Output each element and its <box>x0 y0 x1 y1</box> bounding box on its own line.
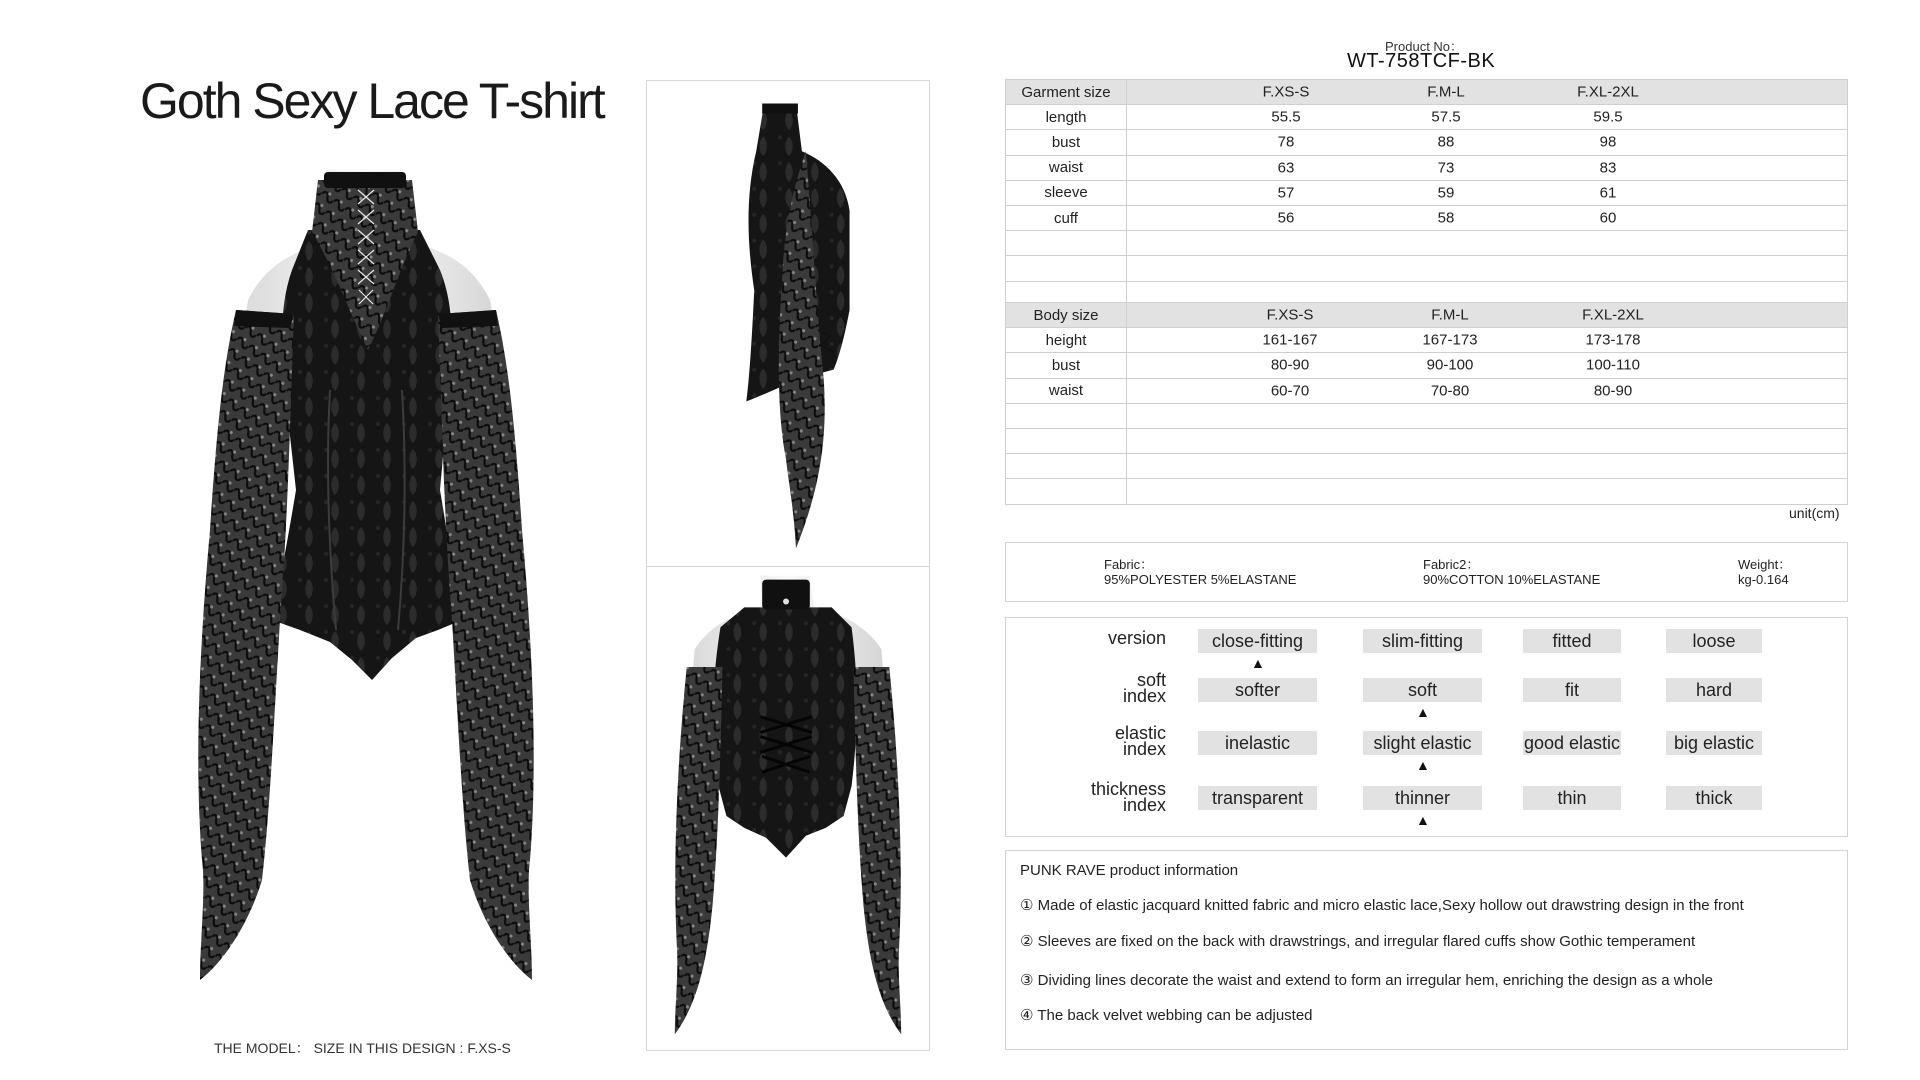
thickness-option-thick: thick <box>1666 786 1762 810</box>
feature-index-panel <box>1005 617 1848 837</box>
table-row <box>1006 155 1848 180</box>
header-cell: Body size <box>1006 303 1127 328</box>
table-cell: 61 <box>1599 184 1617 202</box>
table-cell: 98 <box>1599 133 1617 151</box>
weight <box>1738 557 1791 587</box>
fabric-2-label: Fabric2： <box>1423 557 1480 572</box>
table-cell: 167-173 <box>1422 331 1478 349</box>
info-line-3: ③ Dividing lines decorate the waist and extend to form an irregular hem, enriching the design as a whole <box>1020 972 1713 989</box>
elastic-option-big-elastic: big elastic <box>1666 731 1762 755</box>
back-view-garment-illustration <box>647 567 929 1050</box>
thickness-option-thin: thin <box>1523 786 1621 810</box>
header-cell: F.M-L <box>1431 306 1469 324</box>
table-row <box>1006 205 1848 230</box>
table-cell: 80-90 <box>1270 356 1310 374</box>
header-cell: F.XS-S <box>1262 83 1310 101</box>
row-label: height <box>1006 328 1127 353</box>
soft-option-fit: fit <box>1523 678 1621 702</box>
table-cell: 83 <box>1599 159 1617 177</box>
table-row-empty <box>1006 231 1848 256</box>
soft-selected-marker: ▲ <box>1416 704 1430 720</box>
thickness-option-transparent: transparent <box>1198 786 1317 810</box>
table-cell: 70-80 <box>1430 382 1470 400</box>
elastic-option-good-elastic: good elastic <box>1523 733 1621 753</box>
version-option-fitted: fitted <box>1523 629 1621 653</box>
table-cell: 161-167 <box>1262 331 1318 349</box>
table-cell: 78 <box>1277 133 1295 151</box>
table-cell: 80-90 <box>1593 382 1633 400</box>
row-label: waist <box>1006 378 1127 403</box>
table-row <box>1006 105 1848 130</box>
table-cell: 56 <box>1277 209 1295 227</box>
version-option-slim-fitting: slim-fitting <box>1363 629 1482 653</box>
header-cell: Garment size <box>1006 80 1127 105</box>
soft-option-softer: softer <box>1198 678 1317 702</box>
side-view-garment-illustration <box>647 81 929 566</box>
elastic-option-slight-elastic: slight elastic <box>1363 731 1482 755</box>
table-cell: 90-100 <box>1426 356 1474 374</box>
table-row <box>1006 378 1848 403</box>
table-row-empty <box>1006 479 1848 504</box>
table-row-empty <box>1006 403 1848 428</box>
row-label: waist <box>1006 155 1127 180</box>
front-view-garment-illustration <box>140 160 600 1020</box>
table-row <box>1006 130 1848 155</box>
row-label: bust <box>1006 130 1127 155</box>
table-cell: 57 <box>1277 184 1295 202</box>
fabric-1 <box>1104 557 1296 587</box>
table-row-empty <box>1006 428 1848 453</box>
header-cell: F.M-L <box>1427 83 1465 101</box>
header-cell: F.XL-2XL <box>1577 83 1639 101</box>
model-size-note: THE MODEL： SIZE IN THIS DESIGN : F.XS-S <box>214 1040 511 1056</box>
table-header-row <box>1006 303 1848 328</box>
table-row-empty <box>1006 454 1848 479</box>
row-label: cuff <box>1006 205 1127 230</box>
product-info-title: PUNK RAVE product information <box>1020 862 1239 879</box>
table-cell: 57.5 <box>1431 108 1461 126</box>
header-cell: F.XL-2XL <box>1582 306 1644 324</box>
header-cell: F.XS-S <box>1266 306 1314 324</box>
product-title: Goth Sexy Lace T-shirt <box>140 73 604 129</box>
garment-size-table <box>1005 79 1848 307</box>
back-photo <box>646 566 930 1051</box>
thickness-selected-marker: ▲ <box>1416 812 1430 828</box>
fabric-1-value: 95%POLYESTER 5%ELASTANE <box>1104 572 1297 587</box>
product-number-label: Product No： <box>1385 39 1464 54</box>
table-cell: 100-110 <box>1586 356 1640 374</box>
info-line-2: ② Sleeves are fixed on the back with drawstrings, and irregular flared cuffs show Gothic temperament <box>1020 933 1696 950</box>
table-cell: 60-70 <box>1270 382 1310 400</box>
table-cell: 55.5 <box>1271 108 1301 126</box>
thickness-option-thinner: thinner <box>1363 786 1482 810</box>
row-label: bust <box>1006 353 1127 378</box>
fabric-2-value: 90%COTTON 10%ELASTANE <box>1423 572 1601 587</box>
table-cell: 59.5 <box>1593 108 1623 126</box>
front-photo <box>140 160 600 1020</box>
table-row <box>1006 328 1848 353</box>
table-header-row <box>1006 80 1848 105</box>
soft-option-hard: hard <box>1666 678 1762 702</box>
info-line-4: ④ The back velvet webbing can be adjusted <box>1020 1007 1313 1024</box>
version-option-loose: loose <box>1666 629 1762 653</box>
version-option-close-fitting: close-fitting <box>1198 629 1317 653</box>
soft-option-soft: soft <box>1363 678 1482 702</box>
info-line-1: ① Made of elastic jacquard knitted fabric and micro elastic lace,Sexy hollow out drawstring design in the front <box>1020 897 1744 914</box>
side-photo <box>646 80 930 567</box>
table-row <box>1006 353 1848 378</box>
unit-note: unit(cm) <box>1789 505 1840 521</box>
table-cell: 173-178 <box>1585 331 1641 349</box>
elastic-index-label: elastic index <box>1114 723 1166 759</box>
elastic-selected-marker: ▲ <box>1416 757 1430 773</box>
table-cell: 73 <box>1437 159 1455 177</box>
product-info-panel <box>1005 850 1848 1050</box>
thickness-index-label: thickness index <box>1090 779 1166 815</box>
soft-index-label: soft index <box>1122 670 1166 706</box>
version-label: version <box>1107 628 1166 648</box>
weight-value: kg-0.164 <box>1738 572 1789 587</box>
product-number: WT-758TCF-BK <box>1347 50 1496 72</box>
table-cell: 88 <box>1437 133 1455 151</box>
table-row-empty <box>1006 256 1848 281</box>
elastic-option-inelastic: inelastic <box>1198 731 1317 755</box>
body-size-table <box>1005 302 1848 505</box>
row-label: length <box>1006 105 1127 130</box>
table-row <box>1006 180 1848 205</box>
table-cell: 60 <box>1599 209 1617 227</box>
weight-label: Weight： <box>1738 557 1792 572</box>
fabric-1-label: Fabric： <box>1104 557 1154 572</box>
table-cell: 58 <box>1437 209 1455 227</box>
fabric-2 <box>1423 557 1600 587</box>
table-cell: 59 <box>1437 184 1455 202</box>
version-selected-marker: ▲ <box>1251 655 1265 671</box>
fabric-panel <box>1005 542 1848 602</box>
table-cell: 63 <box>1277 159 1295 177</box>
row-label: sleeve <box>1006 180 1127 205</box>
